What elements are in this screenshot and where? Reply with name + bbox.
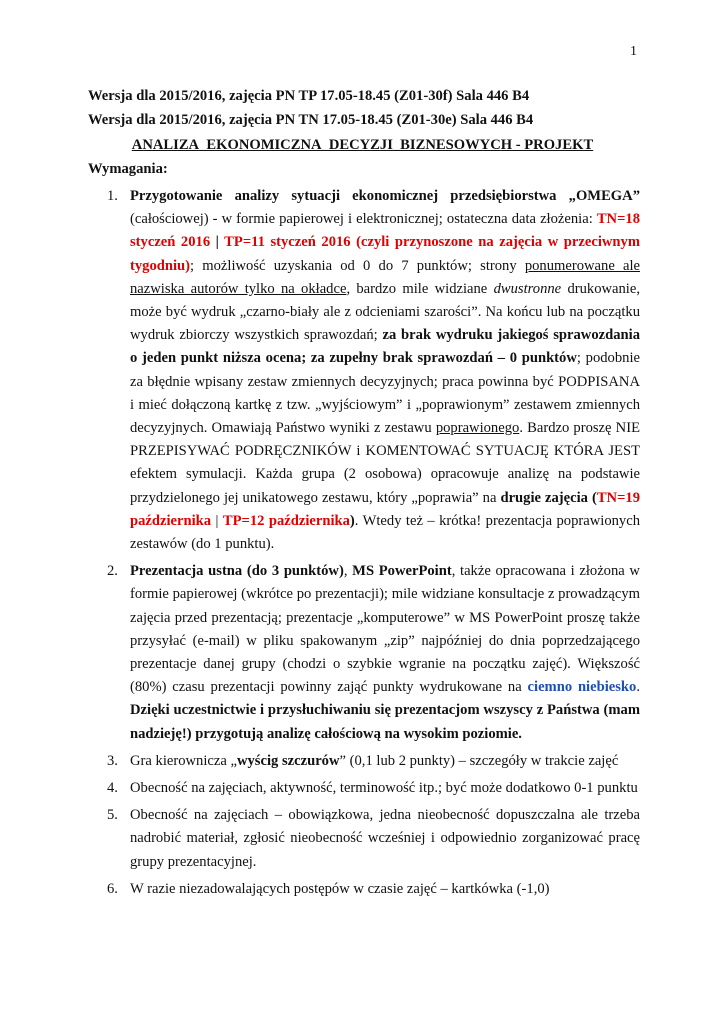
page-number: 1	[630, 44, 637, 59]
requirements-heading: Wymagania:	[88, 161, 168, 177]
requirement-text: MS PowerPoint	[352, 563, 452, 580]
requirement-text: Prezentacja ustna (do 3 punktów)	[130, 563, 344, 580]
requirement-text: ; możliwość uzyskania od 0 do 7 punktów; strony	[190, 257, 525, 274]
requirement-text: Gra kierownicza „	[130, 752, 237, 769]
requirement-text: poprawionego	[435, 420, 520, 437]
requirement-number: 2.	[107, 563, 118, 580]
requirement-item	[88, 804, 640, 874]
requirement-item	[88, 878, 640, 901]
requirement-text: Dzięki uczestnictwie i przysłuchiwaniu się prezentacjom wszyscy z Państwa (mam nadzieję!) przygotują analizę całościową na wysokim poziomie.	[130, 702, 640, 742]
requirement-text: , także opracowana i złożona w formie papierowej (wkrótce po prezentacji); mile widziane konsultacje z prowadzącym zajęcia przed prezentacją; prezentacje „komputerowe” w MS PowerPoint proszę także przysyłać (e-mail) w pliku spakowanym „zip” najpóźniej do dnia poprzedzającego prezentacje danej grupy (chodzi o szybkie wgranie na początku zajęć). Większość (80%) czasu prezentacji powinny zająć punkty wydrukowane na	[130, 563, 640, 696]
requirement-number: 3.	[107, 752, 118, 769]
requirement-text: TN=18 styczeń 2016	[130, 211, 640, 251]
requirement-text: dwustronne	[493, 280, 562, 297]
document-title: ANALIZA_EKONOMICZNA_DECYZJI_BIZNESOWYCH - PROJEKT	[131, 137, 594, 153]
requirement-text: . Wtedy też – krótka! prezentacja poprawionych zestawów (do 1 punktu).	[130, 512, 640, 553]
requirement-text: za brak wydruku jakiegoś sprawozdania o jeden punkt niższa ocena; za zupełny brak sprawozdań – 0 punktów	[130, 327, 640, 367]
requirement-item	[88, 185, 640, 556]
requirement-text: . Bardzo proszę NIE PRZEPISYWAĆ PODRĘCZNIKÓW i KOMENTOWAĆ SYTUACJĘ KTÓRA JEST efektem symulacji. Każda grupa (2 osobowa) opracowuje analizę na podstawie przydzielonego jej unikatowego zestawu, który „poprawia” na	[130, 420, 640, 506]
requirement-number: 6.	[107, 880, 118, 897]
requirement-item	[88, 750, 640, 773]
requirement-text: wyścig szczurów	[236, 752, 340, 769]
requirement-text: TP=12 października	[222, 512, 350, 529]
requirement-text: TP=11 styczeń 2016 (czyli przynoszone na zajęcia w przeciwnym tygodniu)	[130, 234, 640, 274]
requirement-text: |	[211, 512, 223, 529]
requirement-text: ciemno niebiesko	[527, 679, 637, 696]
version-line-tp: Wersja dla 2015/2016, zajęcia PN TP 17.05-18.45 (Z01-30f) Sala 446 B4	[88, 88, 530, 104]
requirement-number: 5.	[107, 807, 118, 824]
requirement-text: |	[210, 234, 225, 251]
requirement-text: Obecność na zajęciach, aktywność, terminowość itp.; być może dodatkowo 0-1 punktu	[130, 780, 638, 797]
requirement-text: ,	[343, 563, 353, 580]
requirement-text: drugie zajęcia	[500, 489, 588, 506]
requirement-text: (całościowej) - w formie papierowej i elektronicznej; ostateczna data złożenia:	[130, 211, 597, 228]
requirement-text: Obecność na zajęciach – obowiązkowa, jedna nieobecność dopuszczalna ale trzeba nadrobić materiał, zgłosić nieobecność wcześniej i odpowiednio zorganizować pracę grupy prezentacyjnej.	[130, 807, 640, 870]
version-line-tn: Wersja dla 2015/2016, zajęcia PN TN 17.05-18.45 (Z01-30e) Sala 446 B4	[88, 112, 534, 128]
requirement-number: 1.	[107, 188, 118, 204]
requirement-text: ” (0,1 lub 2 punkty) – szczegóły w trakcie zajęć	[339, 752, 619, 769]
requirement-text: , bardzo mile widziane	[346, 280, 494, 297]
requirements-list	[88, 185, 640, 905]
requirement-text: W razie niezadowalających postępów w czasie zajęć – kartkówka (-1,0)	[130, 880, 550, 897]
requirement-text: Przygotowanie analizy sytuacji ekonomicznej przedsiębiorstwa „OMEGA”	[130, 188, 640, 204]
requirement-item	[88, 560, 640, 746]
requirement-text: ; podobnie za błędnie wpisany zestaw zmiennych decyzyjnych; praca powinna być PODPISANA i mieć dołączoną kartkę z tzw. „wyjściowym” i „poprawionym” zestawem zmiennych decyzyjnych. Omawiają Państwo wyniki z zestawu	[130, 350, 640, 437]
requirement-text: ponumerowane ale nazwiska autorów tylko na okładce	[130, 257, 640, 297]
requirement-text: .	[636, 679, 640, 696]
requirement-text: (	[587, 489, 597, 506]
requirement-item	[88, 777, 640, 800]
requirement-text: TN=19 października	[130, 489, 640, 529]
requirement-text: drukowanie, może być wydruk „czarno-biały ale z odcieniami szarości”. Na końcu lub na początku wydruk zbiorczy wszystkich sprawozdań;	[130, 280, 640, 344]
requirement-number: 4.	[107, 780, 118, 797]
requirement-text: )	[349, 512, 355, 529]
